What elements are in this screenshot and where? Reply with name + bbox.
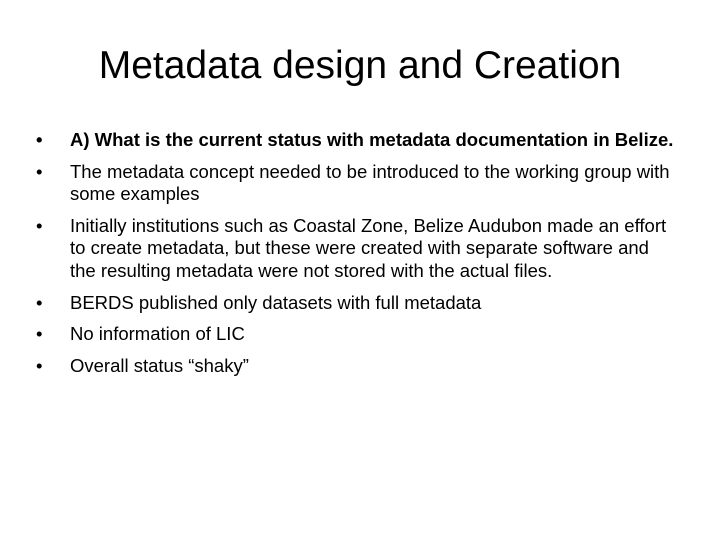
bullet-icon: • (36, 323, 43, 345)
bullet-item (36, 355, 676, 378)
bullet-icon: • (36, 354, 43, 376)
bullet-icon: • (36, 291, 43, 313)
bullet-icon: • (36, 214, 43, 236)
bullet-item (36, 129, 676, 152)
bullet-text: No information of LIC (70, 323, 245, 345)
bullet-text: The metadata concept needed to be introduced to the working group with some examples (70, 160, 670, 205)
bullet-text: A) What is the current status with metadata documentation in Belize. (70, 129, 674, 150)
bullet-text: Overall status “shaky” (70, 354, 249, 376)
slide-title: Metadata design and Creation (98, 44, 622, 87)
bullet-item (36, 292, 676, 315)
bullet-text: BERDS published only datasets with full metadata (70, 291, 482, 313)
bullet-list (36, 129, 676, 386)
bullet-text: Initially institutions such as Coastal Zone, Belize Audubon made an effort to create metadata, but these were created with separate software and the resulting metadata were not stored with the actual files. (70, 214, 667, 281)
bullet-item (36, 323, 676, 346)
bullet-icon: • (36, 129, 43, 150)
bullet-icon: • (36, 160, 43, 182)
bullet-item (36, 215, 676, 283)
bullet-item (36, 161, 676, 206)
